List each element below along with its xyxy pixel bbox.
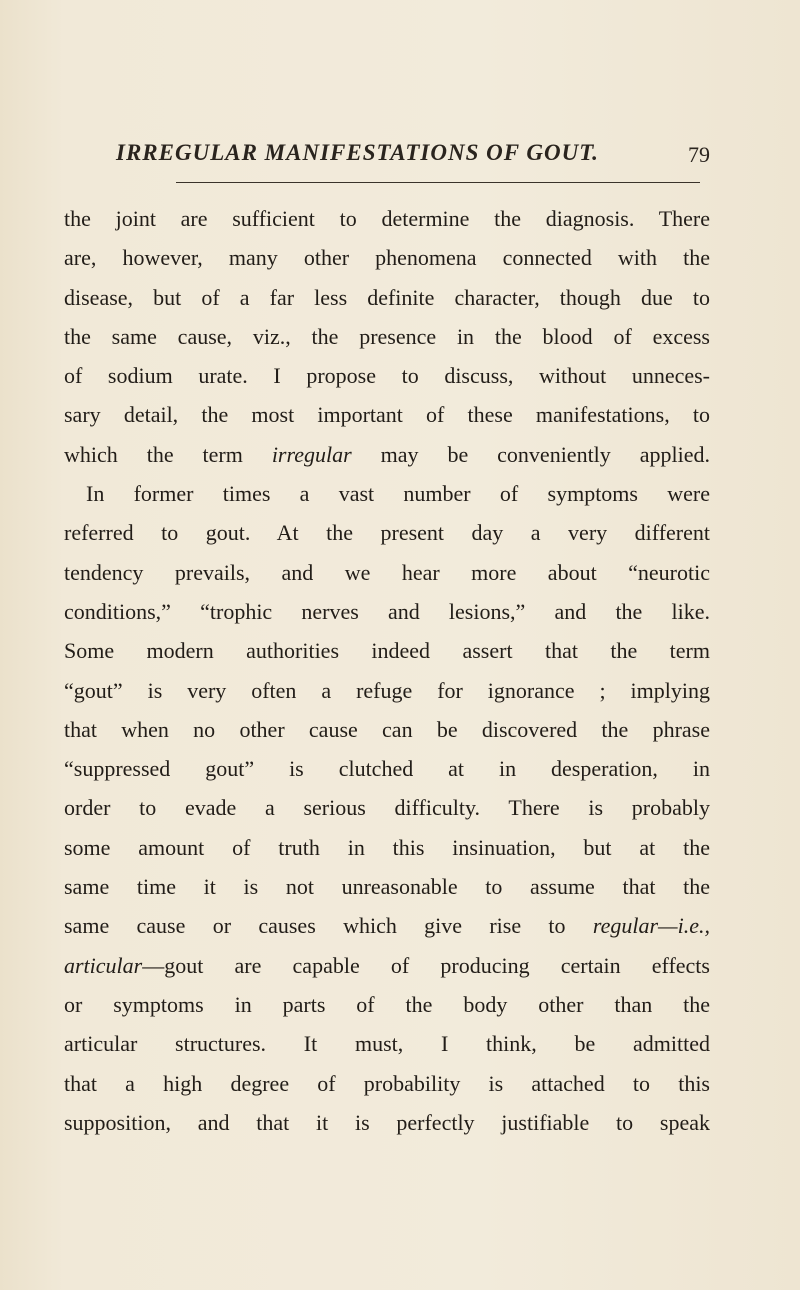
text-line: “suppressed gout” is clutched at in desperation, in: [64, 756, 710, 782]
text-line: the joint are sufficient to determine the diagnosis. There: [64, 206, 710, 231]
body-text: [64, 199, 710, 1142]
text-line: disease, but of a far less definite character, though due to: [64, 284, 710, 310]
text-line: articular—gout are capable of producing certain effects: [64, 952, 710, 978]
text-line: articular structures. It must, I think, be admitted: [64, 1031, 710, 1057]
text-line: order to evade a serious difficulty. There is probably: [64, 795, 710, 821]
header-rule: [176, 182, 700, 183]
running-head-title: IRREGULAR MANIFESTATIONS OF GOUT.: [116, 140, 599, 165]
text-line: Some modern authorities indeed assert that the term: [64, 638, 710, 664]
text-line: the same cause, viz., the presence in the blood of excess: [64, 323, 710, 349]
text-line: some amount of truth in this insinuation, but at the: [64, 834, 710, 860]
italic-term: regular—i.e.,: [592, 913, 710, 939]
text-line: conditions,” “trophic nerves and lesions,” and the like.: [64, 598, 710, 624]
text-line: of sodium urate. I propose to discuss, without unneces-: [64, 363, 710, 389]
text-line: supposition, and that it is perfectly justifiable to speak: [64, 1109, 710, 1135]
text-line: referred to gout. At the present day a very different: [64, 520, 710, 546]
paragraph-start-line: In former times a vast number of symptoms were: [86, 481, 710, 507]
italic-term: articular: [64, 952, 143, 978]
text-line: or symptoms in parts of the body other than the: [64, 991, 710, 1017]
text-line: sary detail, the most important of these manifestations, to: [64, 402, 710, 428]
text-line: are, however, many other phenomena connected with the: [64, 245, 710, 271]
text-line: that a high degree of probability is attached to this: [64, 1070, 710, 1096]
text-line: tendency prevails, and we hear more about “neurotic: [64, 559, 710, 585]
text-line: which the term irregular may be conveniently applied.: [64, 441, 710, 467]
text-line: same time it is not unreasonable to assume that the: [64, 874, 710, 900]
text-line: same cause or causes which give rise to regular—i.e.,: [64, 913, 710, 939]
italic-term: irregular: [271, 441, 352, 467]
text-line: that when no other cause can be discovered the phrase: [64, 716, 710, 742]
text-line: “gout” is very often a refuge for ignorance ; implying: [64, 677, 710, 703]
page-number: 79: [688, 142, 710, 167]
